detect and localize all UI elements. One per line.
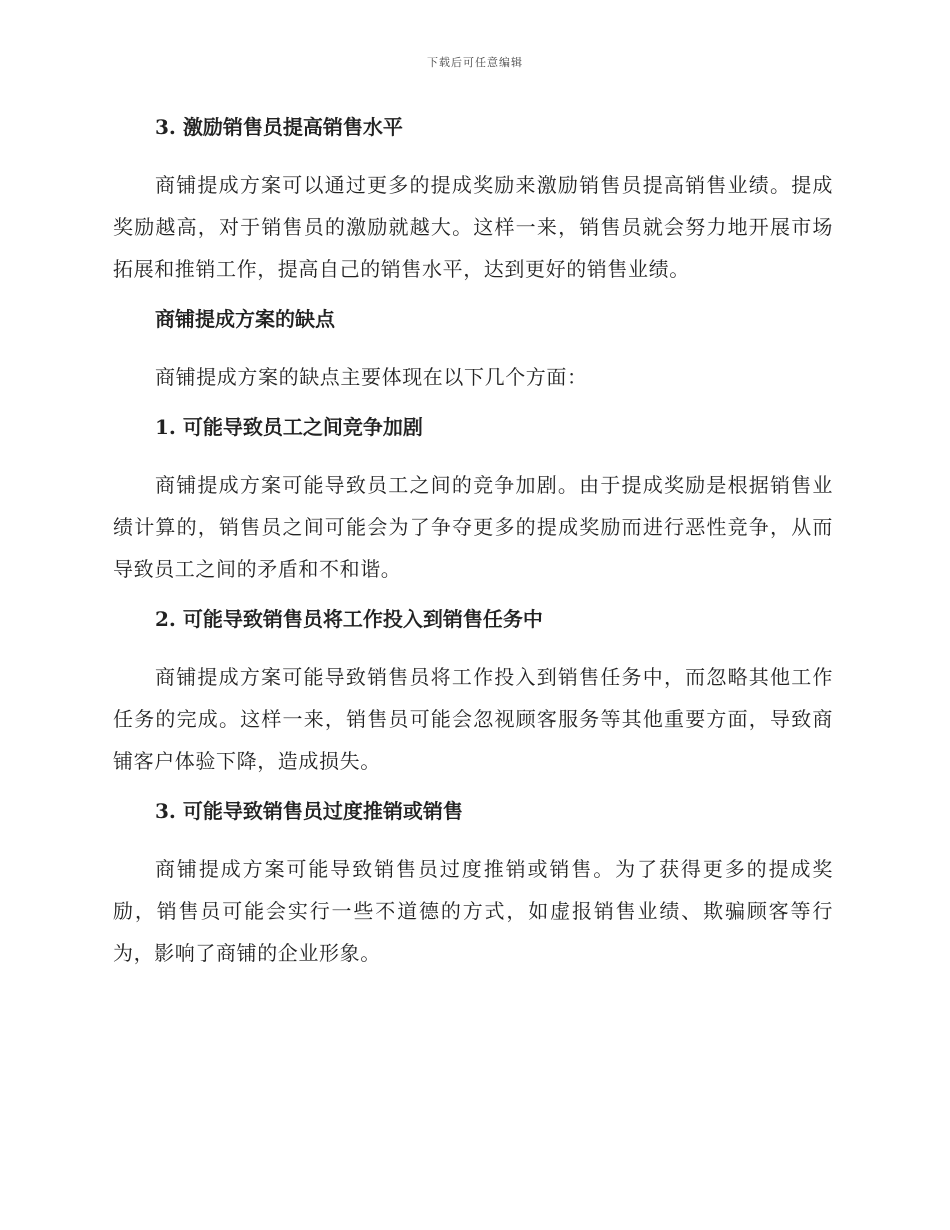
heading-focus: 2. 可能导致销售员将工作投入到销售任务中 <box>155 607 543 631</box>
header-note: 下载后可任意编辑 <box>427 56 523 69</box>
paragraph-competition: 商铺提成方案可能导致员工之间的竞争加剧。由于提成奖励是根据销售业绩计算的，销售员之间可能会为了争夺更多的提成奖励而进行恶性竞争，从而导致员工之间的矛盾和不和谐。 <box>113 473 833 581</box>
heading-drawbacks: 商铺提成方案的缺点 <box>155 307 335 331</box>
paragraph-incentive: 商铺提成方案可以通过更多的提成奖励来激励销售员提高销售业绩。提成奖励越高，对于销售员的激励就越大。这样一来，销售员就会努力地开展市场拓展和推销工作，提高自己的销售水平，达到更好的销售业绩。 <box>113 173 833 281</box>
paragraph-drawbacks-intro: 商铺提成方案的缺点主要体现在以下几个方面： <box>155 365 588 389</box>
document-body <box>113 110 833 986</box>
heading-overselling: 3. 可能导致销售员过度推销或销售 <box>155 799 463 823</box>
heading-competition: 1. 可能导致员工之间竞争加剧 <box>155 415 423 439</box>
heading-incentive: 3. 激励销售员提高销售水平 <box>155 115 403 139</box>
paragraph-overselling: 商铺提成方案可能导致销售员过度推销或销售。为了获得更多的提成奖励，销售员可能会实行一些不道德的方式，如虚报销售业绩、欺骗顾客等行为，影响了商铺的企业形象。 <box>113 857 833 965</box>
paragraph-focus: 商铺提成方案可能导致销售员将工作投入到销售任务中，而忽略其他工作任务的完成。这样一来，销售员可能会忽视顾客服务等其他重要方面，导致商铺客户体验下降，造成损失。 <box>113 665 833 773</box>
